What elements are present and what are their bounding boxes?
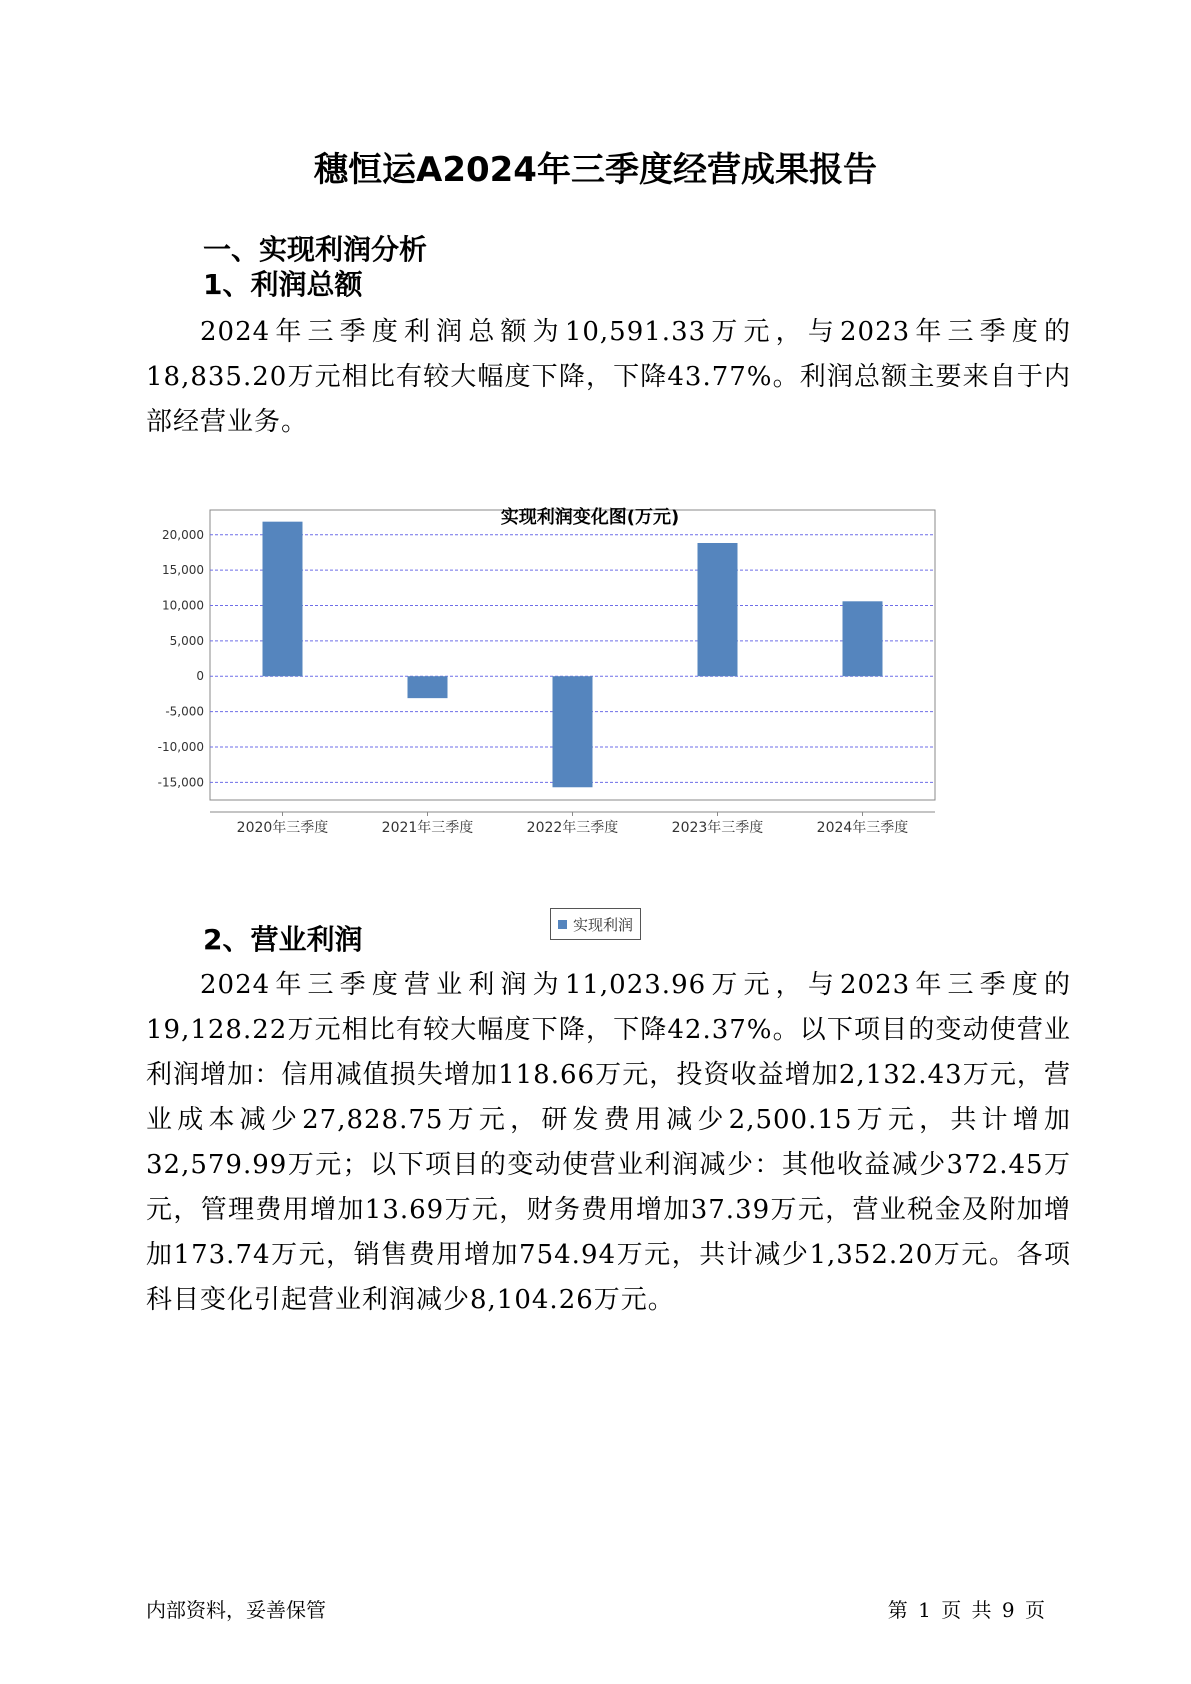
bar (553, 676, 593, 787)
x-tick-label: 2022年三季度 (526, 820, 619, 836)
y-tick-label: 10,000 (162, 598, 204, 613)
subsection-heading-operating-profit: 2、营业利润 (203, 923, 363, 956)
profit-chart-svg (140, 498, 1040, 958)
bar (698, 543, 738, 676)
footer-page-number: 第 1 页 共 9 页 (887, 1598, 1045, 1622)
chart-legend (550, 908, 641, 940)
y-tick-label: 5,000 (169, 633, 204, 648)
total-profit-paragraph: 2024年三季度利润总额为10,591.33万元，与2023年三季度的18,835.20万元相比有较大幅度下降，下降43.77%。利润总额主要来自于内部经营业务。 (146, 317, 1071, 437)
legend-swatch (558, 920, 567, 929)
y-tick-label: -15,000 (157, 775, 204, 790)
x-tick-label: 2021年三季度 (381, 820, 474, 836)
operating-profit-paragraph: 2024年三季度营业利润为11,023.96万元，与2023年三季度的19,128.22万元相比有较大幅度下降，下降42.37%。以下项目的变动使营业利润增加：信用减值损失增加118.66万元，投资收益增加2,132.43万元，营业成本减少27,828.75万元，研发费用减少2,500.15万元，共计增加32,579.99万元；以下项目的变动使营业利润减少：其他收益减少372.45万元，管理费用增加13.69万元，财务费用增加37.39万元，营业税金及附加增加173.74万元，销售费用增加754.94万元，共计减少1,352.20万元。各项科目变化引起营业利润减少8,104.26万元。 (146, 970, 1071, 1315)
bar (843, 601, 883, 676)
x-tick-label: 2023年三季度 (671, 820, 764, 836)
y-tick-label: 15,000 (162, 563, 204, 578)
bar (263, 522, 303, 677)
y-tick-label: -5,000 (165, 704, 204, 719)
x-tick-label: 2020年三季度 (236, 820, 329, 836)
subsection-heading-total-profit: 1、利润总额 (203, 268, 363, 301)
section-heading-profit-analysis: 一、实现利润分析 (203, 233, 428, 266)
y-tick-label: 20,000 (162, 527, 204, 542)
legend-label: 实现利润 (573, 915, 634, 934)
profit-chart (140, 498, 1040, 958)
y-tick-label: -10,000 (157, 739, 204, 754)
document-title: 穗恒运A2024年三季度经营成果报告 (314, 150, 877, 190)
y-tick-label: 0 (196, 669, 204, 684)
footer-confidential-note: 内部资料，妥善保管 (146, 1598, 326, 1622)
chart-title: 实现利润变化图(万元) (500, 507, 680, 528)
x-tick-label: 2024年三季度 (816, 820, 909, 836)
bar (408, 676, 448, 698)
